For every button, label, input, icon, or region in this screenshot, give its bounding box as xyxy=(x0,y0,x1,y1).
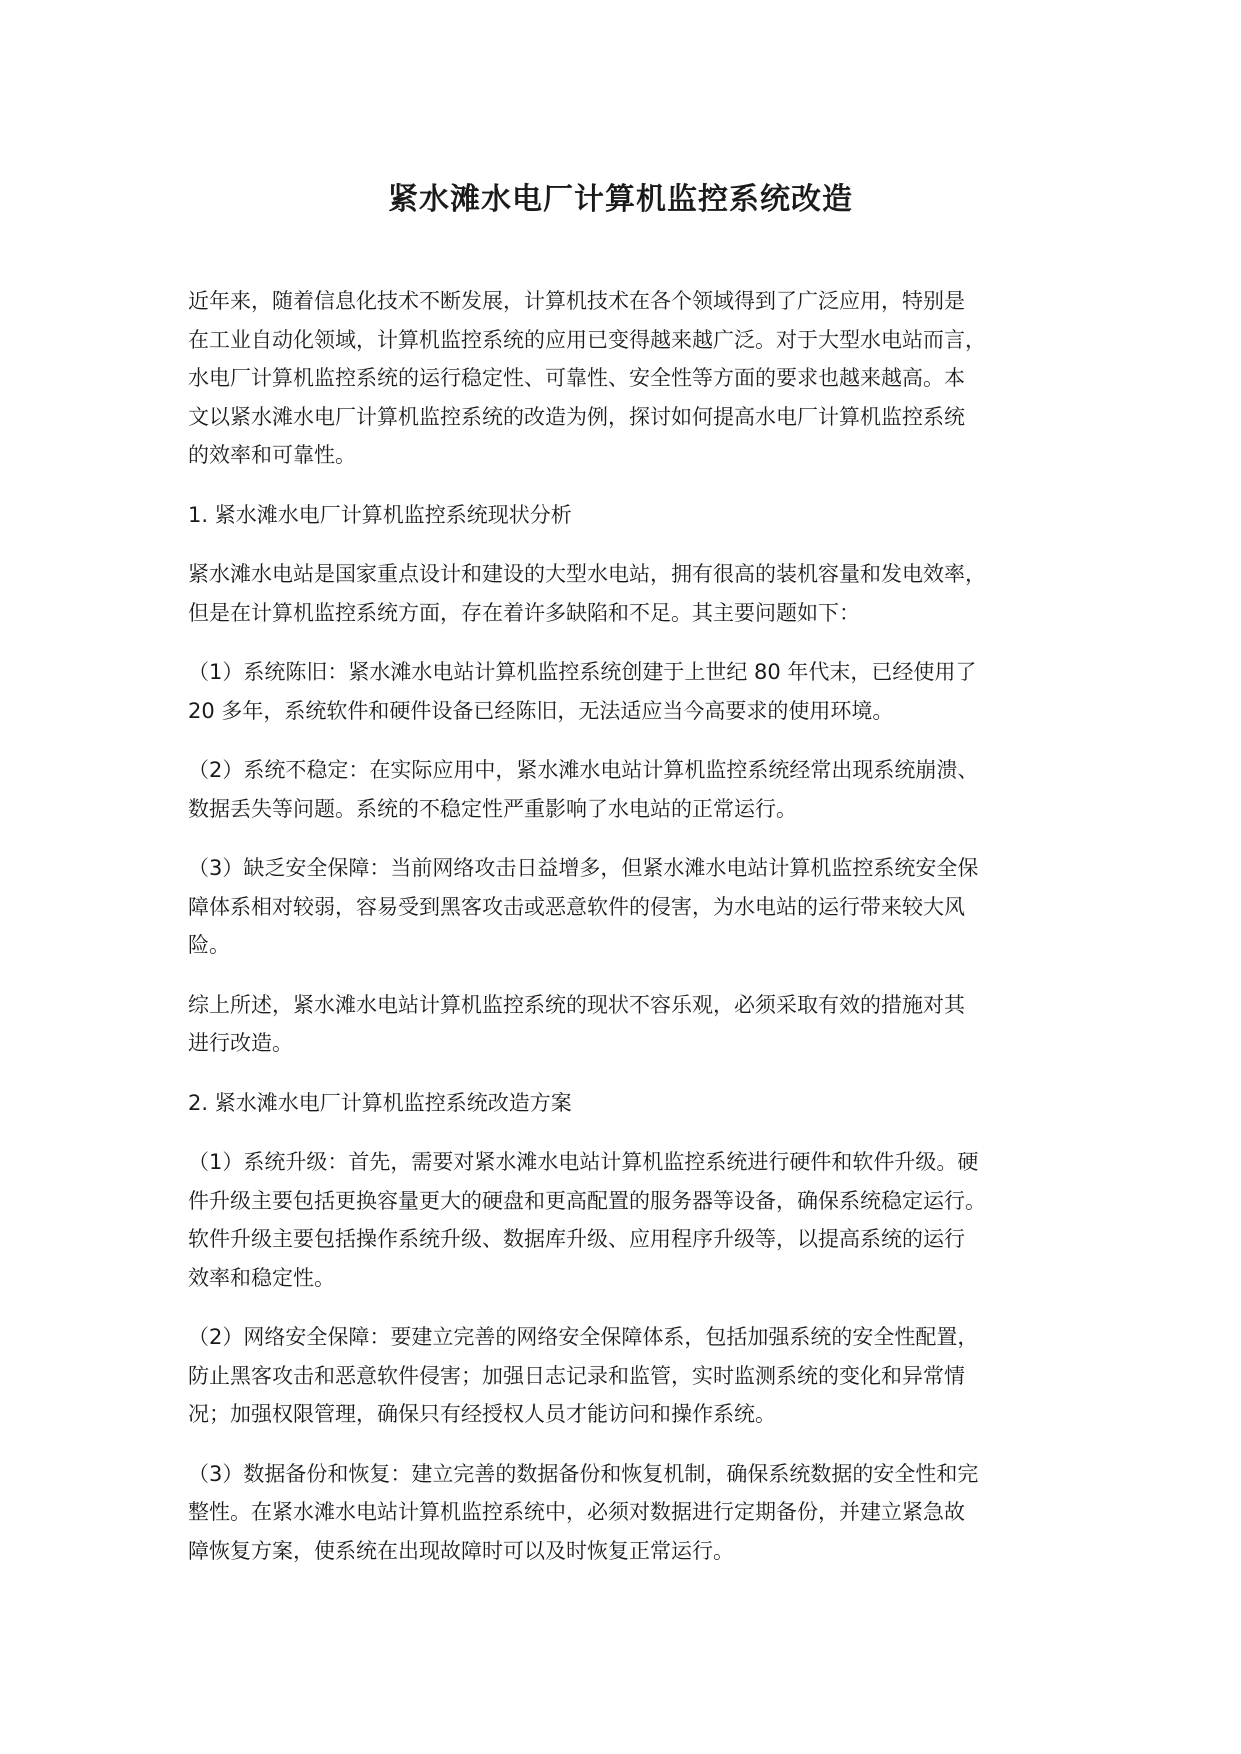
paragraph-line: 20 多年，系统软件和硬件设备已经陈旧，无法适应当今高要求的使用环境。 xyxy=(188,698,894,723)
paragraph xyxy=(188,496,1068,535)
paragraph-line: 障恢复方案，使系统在出现故障时可以及时恢复正常运行。 xyxy=(188,1538,734,1563)
paragraph xyxy=(188,986,1068,1063)
paragraph-line: 的效率和可靠性。 xyxy=(188,443,356,467)
paragraph xyxy=(188,282,1068,475)
paragraph-line: 件升级主要包括更换容量更大的硬盘和更高配置的服务器等设备，确保系统稳定运行。 xyxy=(188,1188,986,1213)
paragraph-line: 近年来，随着信息化技术不断发展，计算机技术在各个领域得到了广泛应用，特别是 xyxy=(188,289,965,313)
paragraph xyxy=(188,653,1068,730)
paragraph-line: 防止黑客攻击和恶意软件侵害；加强日志记录和监管，实时监测系统的变化和异常情 xyxy=(188,1363,965,1388)
document-body xyxy=(188,282,1068,1591)
paragraph-line: 紧水滩水电站是国家重点设计和建设的大型水电站，拥有很高的装机容量和发电效率， xyxy=(188,562,986,586)
paragraph-line: （2）系统不稳定：在实际应用中，紧水滩水电站计算机监控系统经常出现系统崩溃、 xyxy=(188,758,979,782)
document-title: 紧水滩水电厂计算机监控系统改造 xyxy=(388,182,853,217)
paragraph xyxy=(188,849,1068,965)
paragraph-line: 障体系相对较弱，容易受到黑客攻击或恶意软件的侵害，为水电站的运行带来较大风 xyxy=(188,894,965,919)
paragraph-line: （3）数据备份和恢复：建立完善的数据备份和恢复机制，确保系统数据的安全性和完 xyxy=(188,1461,979,1486)
paragraph-line: 软件升级主要包括操作系统升级、数据库升级、应用程序升级等，以提高系统的运行 xyxy=(188,1227,965,1251)
paragraph-line: （2）网络安全保障：要建立完善的网络安全保障体系，包括加强系统的安全性配置， xyxy=(188,1325,979,1349)
paragraph xyxy=(188,1318,1068,1434)
paragraph-line: 进行改造。 xyxy=(188,1031,293,1055)
paragraph xyxy=(188,555,1068,632)
paragraph-line: 险。 xyxy=(188,933,230,957)
paragraph xyxy=(188,1455,1068,1571)
paragraph-line: 但是在计算机监控系统方面，存在着许多缺陷和不足。其主要问题如下： xyxy=(188,600,860,625)
paragraph xyxy=(188,1084,1068,1123)
paragraph-line: 数据丢失等问题。系统的不稳定性严重影响了水电站的正常运行。 xyxy=(188,796,797,821)
paragraph-line: 整性。在紧水滩水电站计算机监控系统中，必须对数据进行定期备份，并建立紧急故 xyxy=(188,1500,965,1524)
paragraph xyxy=(188,751,1068,828)
paragraph-line: 况；加强权限管理，确保只有经授权人员才能访问和操作系统。 xyxy=(188,1402,776,1426)
paragraph-line: 2. 紧水滩水电厂计算机监控系统改造方案 xyxy=(188,1090,572,1115)
paragraph-line: 水电厂计算机监控系统的运行稳定性、可靠性、安全性等方面的要求也越来越高。本 xyxy=(188,366,965,390)
paragraph-line: 综上所述，紧水滩水电站计算机监控系统的现状不容乐观，必须采取有效的措施对其 xyxy=(188,992,965,1017)
paragraph-line: 在工业自动化领域，计算机监控系统的应用已变得越来越广泛。对于大型水电站而言， xyxy=(188,327,986,352)
paragraph-line: （1）系统陈旧：紧水滩水电站计算机监控系统创建于上世纪 80 年代末，已经使用了 xyxy=(188,660,977,684)
paragraph-line: 效率和稳定性。 xyxy=(188,1265,335,1290)
paragraph xyxy=(188,1143,1068,1297)
paragraph-line: （1）系统升级：首先，需要对紧水滩水电站计算机监控系统进行硬件和软件升级。硬 xyxy=(188,1150,979,1174)
paragraph-line: 文以紧水滩水电厂计算机监控系统的改造为例，探讨如何提高水电厂计算机监控系统 xyxy=(188,404,965,429)
paragraph-line: 1. 紧水滩水电厂计算机监控系统现状分析 xyxy=(188,502,572,527)
paragraph-line: （3）缺乏安全保障：当前网络攻击日益增多，但紧水滩水电站计算机监控系统安全保 xyxy=(188,856,979,880)
